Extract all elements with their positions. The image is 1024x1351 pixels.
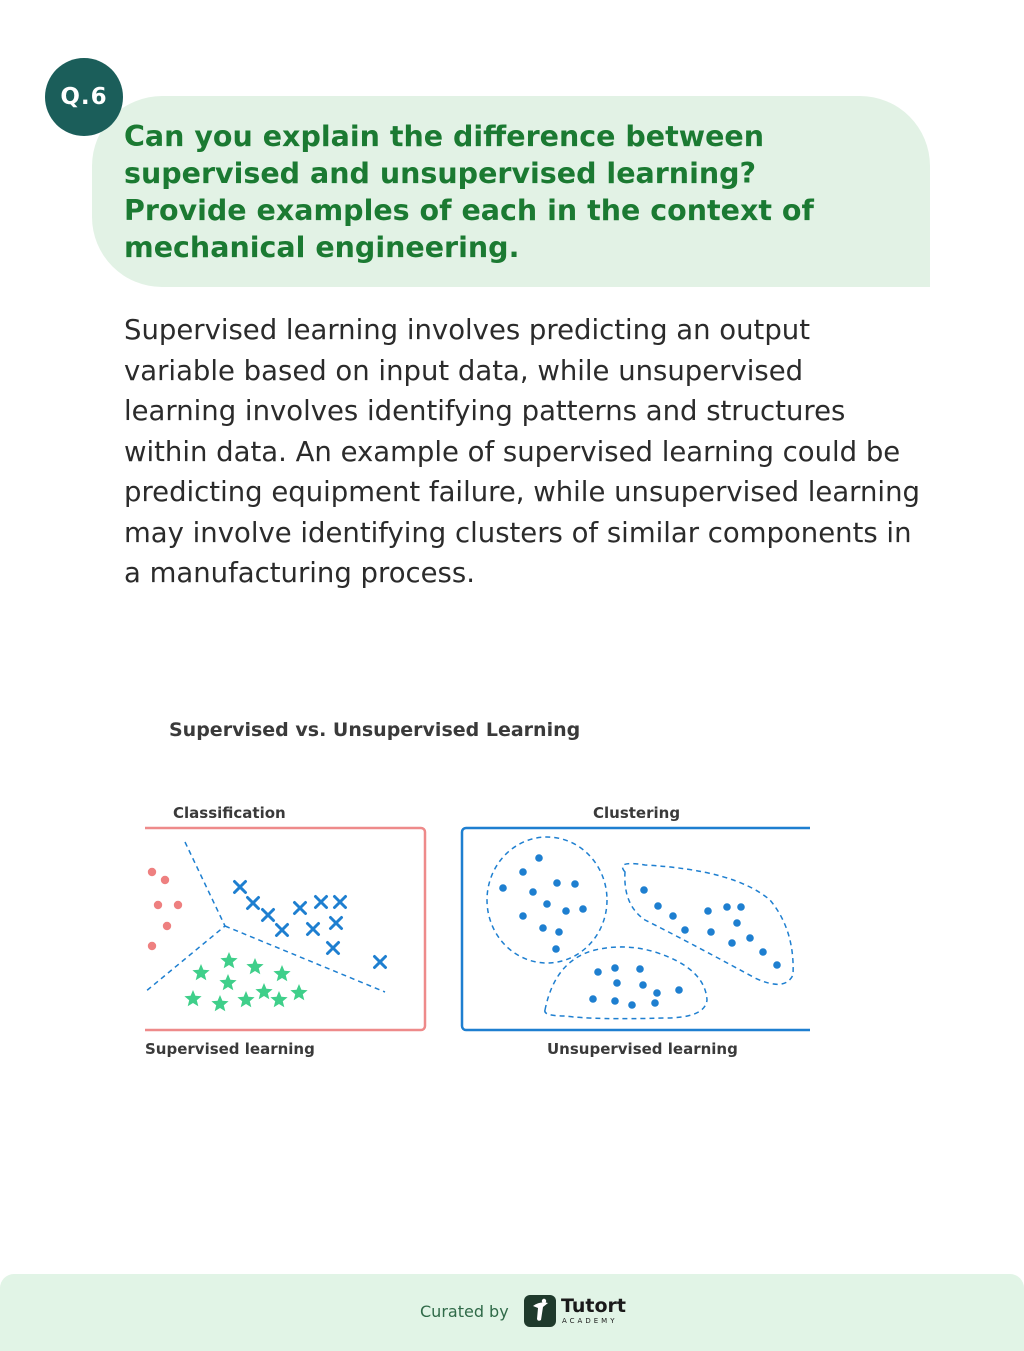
class-b-cross bbox=[235, 882, 246, 893]
cluster-dot bbox=[759, 948, 767, 956]
cluster-dot bbox=[640, 886, 648, 894]
cluster-dot bbox=[552, 945, 560, 953]
tutort-logo-icon bbox=[524, 1295, 556, 1327]
class-c-star bbox=[220, 952, 237, 968]
curated-by-label: Curated by bbox=[420, 1302, 509, 1321]
class-b-cross bbox=[295, 903, 306, 914]
cluster-dot bbox=[543, 900, 551, 908]
class-b-cross bbox=[328, 943, 339, 954]
class-a-dot bbox=[163, 922, 171, 930]
cluster-dot bbox=[733, 919, 741, 927]
class-b-cross bbox=[331, 918, 342, 929]
classification-heading: Classification bbox=[173, 804, 286, 822]
cluster-dot bbox=[611, 964, 619, 972]
cluster-dot bbox=[553, 879, 561, 887]
cluster-3-boundary bbox=[545, 947, 707, 1019]
class-c-star bbox=[192, 964, 209, 980]
cluster-dot bbox=[555, 928, 563, 936]
class-c-star bbox=[237, 991, 254, 1007]
cluster-dot bbox=[653, 989, 661, 997]
cluster-dot bbox=[519, 868, 527, 876]
supervised-vs-unsupervised-figure bbox=[145, 700, 825, 1080]
cluster-dot bbox=[675, 986, 683, 994]
cluster-dot bbox=[535, 854, 543, 862]
cluster-dot bbox=[704, 907, 712, 915]
class-c-star bbox=[184, 990, 201, 1006]
cluster-dot bbox=[681, 926, 689, 934]
cluster-dot bbox=[737, 903, 745, 911]
cluster-dot bbox=[594, 968, 602, 976]
cluster-dot bbox=[773, 961, 781, 969]
class-a-dot bbox=[154, 901, 162, 909]
cluster-dot bbox=[628, 1001, 636, 1009]
cluster-dot bbox=[723, 903, 731, 911]
class-c-star bbox=[246, 958, 263, 974]
class-c-star bbox=[290, 984, 307, 1000]
cluster-dot bbox=[746, 934, 754, 942]
cluster-dot bbox=[651, 999, 659, 1007]
cluster-points bbox=[499, 854, 781, 1009]
class-b-cross bbox=[335, 897, 346, 908]
cluster-2-boundary bbox=[623, 864, 794, 985]
cluster-dot bbox=[499, 884, 507, 892]
cluster-dot bbox=[571, 880, 579, 888]
figure-title: Supervised vs. Unsupervised Learning bbox=[169, 719, 581, 741]
question-number-badge: Q.6 bbox=[45, 58, 123, 136]
cluster-dot bbox=[707, 928, 715, 936]
class-b-cross bbox=[375, 957, 386, 968]
brand-name: Tutort bbox=[561, 1295, 626, 1317]
cluster-dot bbox=[654, 902, 662, 910]
cluster-dot bbox=[579, 905, 587, 913]
cluster-dot bbox=[613, 979, 621, 987]
class-c-star bbox=[219, 974, 236, 990]
class-c-star bbox=[211, 995, 228, 1011]
unsupervised-caption: Unsupervised learning bbox=[547, 1040, 738, 1058]
cluster-dot bbox=[529, 888, 537, 896]
clustering-panel-border bbox=[462, 828, 810, 1030]
question-text: Can you explain the difference between supervised and unsupervised learning? Provide examples of each in the context of mechanical engineering. bbox=[124, 120, 814, 264]
supervised-caption: Supervised learning bbox=[145, 1040, 315, 1058]
cluster-1-boundary bbox=[487, 837, 607, 963]
cluster-dot bbox=[639, 981, 647, 989]
class-c-star bbox=[270, 991, 287, 1007]
cluster-dot bbox=[636, 965, 644, 973]
cluster-dot bbox=[669, 912, 677, 920]
cluster-dot bbox=[611, 997, 619, 1005]
class-b-cross bbox=[277, 925, 288, 936]
cluster-dot bbox=[562, 907, 570, 915]
class-a-dot bbox=[161, 876, 169, 884]
brand-subtitle: ACADEMY bbox=[562, 1317, 618, 1325]
class-b-cross bbox=[316, 897, 327, 908]
class-c-star bbox=[273, 965, 290, 981]
cluster-dot bbox=[728, 939, 736, 947]
clustering-heading: Clustering bbox=[593, 804, 681, 822]
class-b-cross bbox=[248, 898, 259, 909]
class-a-dot bbox=[148, 868, 156, 876]
class-a-dot bbox=[148, 942, 156, 950]
class-b-points bbox=[235, 882, 386, 968]
footer-bar bbox=[0, 1274, 1024, 1351]
class-b-cross bbox=[308, 924, 319, 935]
class-b-cross bbox=[263, 910, 274, 921]
answer-text: Supervised learning involves predicting an output variable based on input data, while unsupervised learning involves identifying patterns and structures within data. An example of supervised learning could be predicting equipment failure, while unsupervised learning may involve identifying clusters of similar components in a manufacturing process. bbox=[124, 314, 920, 589]
class-c-points bbox=[184, 952, 307, 1011]
cluster-dot bbox=[519, 912, 527, 920]
cluster-dot bbox=[539, 924, 547, 932]
decision-boundary-1 bbox=[145, 842, 225, 992]
decision-boundary-2 bbox=[225, 926, 385, 992]
cluster-dot bbox=[589, 995, 597, 1003]
class-c-star bbox=[255, 983, 272, 999]
class-a-dot bbox=[174, 901, 182, 909]
class-a-points bbox=[148, 868, 182, 950]
